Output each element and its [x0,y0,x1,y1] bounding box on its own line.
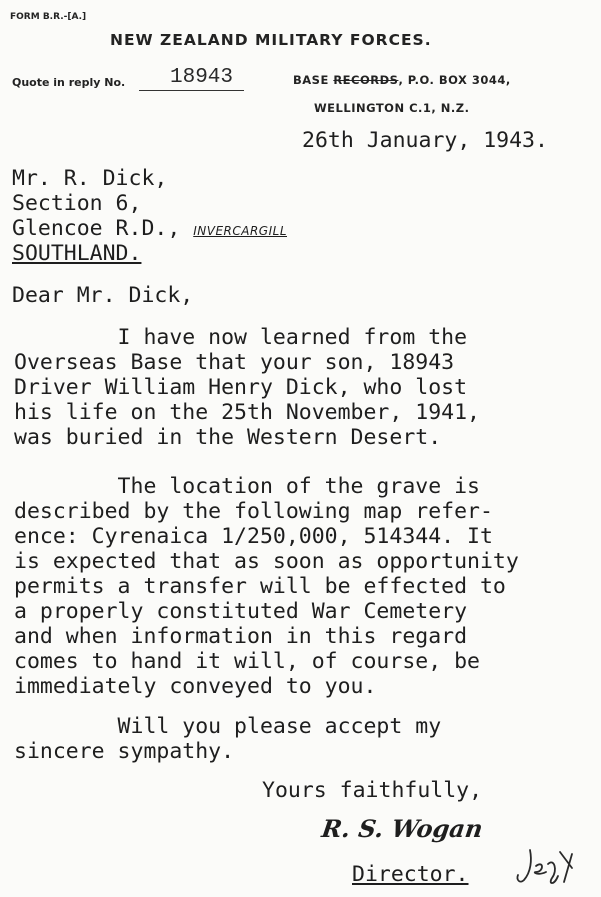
address-line: Mr. R. Dick, [12,166,168,191]
quote-underline [139,90,244,91]
body-line: his life on the 25th November, 1941, [14,400,480,425]
salutation: Dear Mr. Dick, [12,283,194,308]
body-paragraph [14,325,480,450]
address-road: Glencoe R.D., [12,216,194,241]
body-paragraph [14,474,519,699]
quote-label: Quote in reply No. [12,76,126,89]
body-paragraph [14,714,441,764]
body-line: was buried in the Western Desert. [14,425,442,450]
signature: R. S. Wogan [319,814,485,843]
body-line: sincere sympathy. [14,739,235,764]
body-line: Driver William Henry Dick, who lost [14,375,468,400]
signatory-title: Director. [352,862,469,887]
body-line: comes to hand it will, of course, be [14,649,480,674]
address-region: SOUTHLAND. [12,241,142,266]
body-line: immediately conveyed to you. [14,674,377,699]
body-line: described by the following map refer- [14,499,493,524]
organization-heading: NEW ZEALAND MILITARY FORCES. [110,31,432,49]
base-suffix: , P.O. BOX 3044, [398,73,511,87]
body-line: I have now learned from the [14,325,468,350]
form-number: FORM B.R.-[A.] [10,12,87,22]
body-line: permits a transfer will be effected to [14,574,506,599]
handwritten-initials-icon [514,842,580,890]
base-city: WELLINGTON C.1, N.Z. [314,101,470,115]
body-line: Will you please accept my [14,714,442,739]
handwritten-town: INVERCARGILL [193,224,287,238]
quote-number: 18943 [170,66,234,89]
address-line [12,216,287,241]
recipient-address [12,166,287,266]
base-struck-word: RECORDS [333,73,399,87]
address-line: Section 6, [12,191,142,216]
body-line: The location of the grave is [14,474,480,499]
body-line: is expected that as soon as opportunity [14,549,519,574]
body-line: Overseas Base that your son, 18943 [14,350,455,375]
body-line: ence: Cyrenaica 1/250,000, 514344. It [14,524,493,549]
base-address [293,73,511,87]
closing: Yours faithfully, [262,778,483,803]
body-line: a properly constituted War Cemetery [14,599,468,624]
body-line: and when information in this regard [14,624,468,649]
base-prefix: BASE [293,73,334,87]
letter-date: 26th January, 1943. [302,128,548,153]
